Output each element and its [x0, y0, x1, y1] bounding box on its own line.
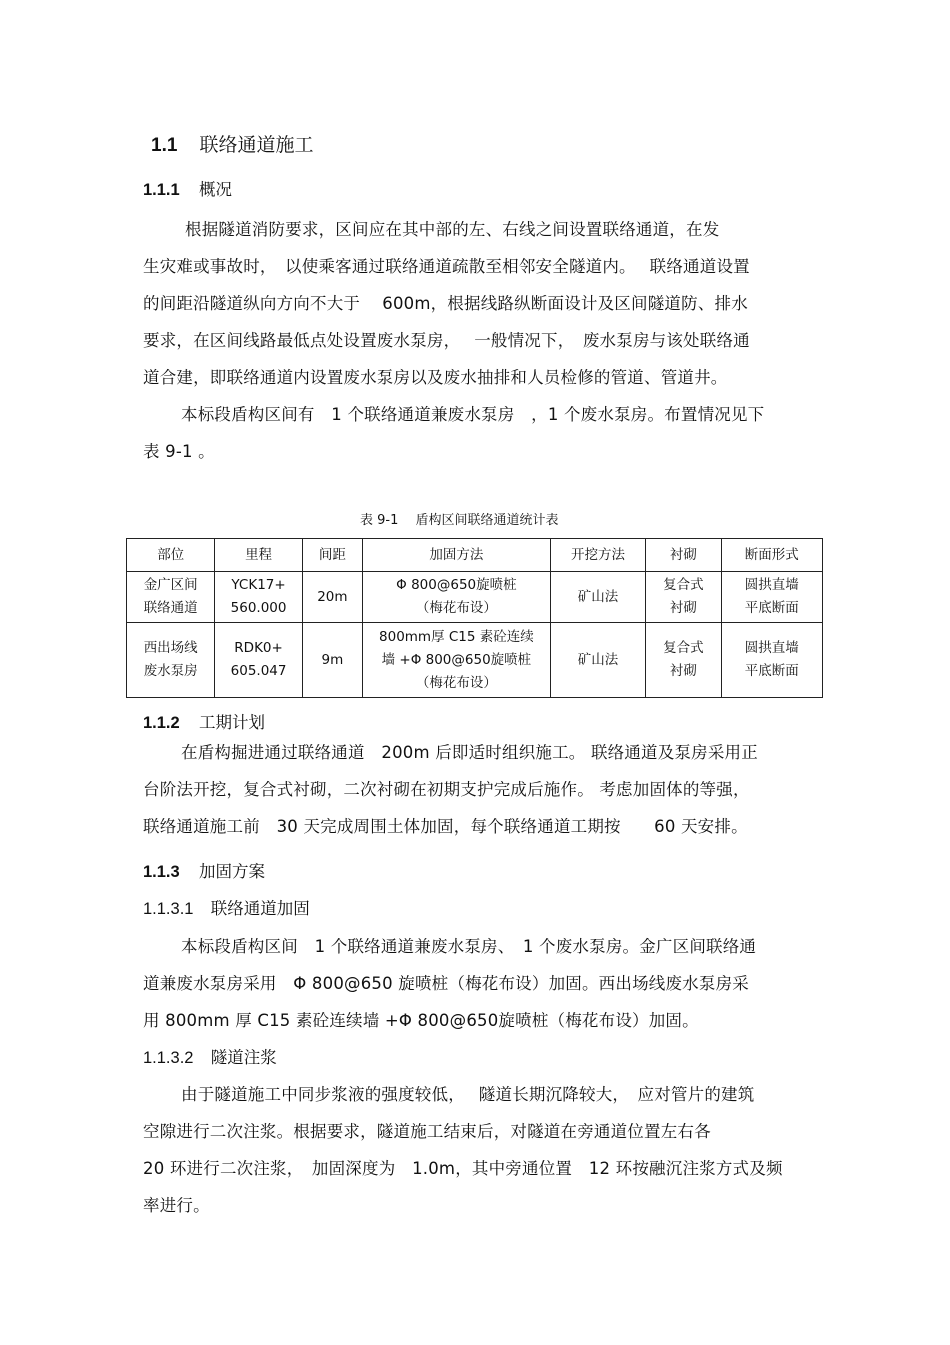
cell-line: 605.047: [230, 663, 287, 679]
section-heading: [151, 130, 313, 157]
table-row: [127, 572, 823, 623]
table-cell-location: [127, 623, 215, 698]
paragraph-line: 本标段盾构区间 1 个联络通道兼废水泵房、 1 个废水泵房。金广区间联络通: [181, 937, 757, 956]
subsection-title: 工期计划: [198, 713, 265, 732]
cell-line: 废水泵房: [143, 663, 198, 679]
table-header-cell: 里程: [215, 539, 302, 572]
paragraph-line: 用 800mm 厚 C15 素砼连续墙 +Φ 800@650旋喷桩（梅花布设）加固。: [143, 1011, 699, 1030]
cell-line: 衬砌: [669, 663, 697, 679]
cell-line: YCK17+: [231, 577, 286, 593]
cell-line: 圆拱直墙: [744, 640, 799, 656]
cell-line: Φ 800@650旋喷桩: [396, 577, 517, 593]
cell-line: 560.000: [230, 600, 287, 616]
table-header-cell: 衬砌: [646, 539, 721, 572]
table-cell-reinforcement: [363, 623, 551, 698]
table-cell-mileage: [215, 572, 302, 623]
paragraph-line: 的间距沿隧道纵向方向不大于 600m，根据线路纵断面设计及区间隧道防、排水: [143, 294, 748, 313]
subsection-number: 1.1.1: [143, 181, 180, 199]
paragraph-line: 本标段盾构区间有 1 个联络通道兼废水泵房 ，1 个废水泵房。布置情况见下: [181, 405, 765, 424]
table-header-cell: 开挖方法: [550, 539, 645, 572]
table-caption: 表 9-1 盾构区间联络通道统计表: [360, 513, 559, 528]
section-title: 联络通道施工: [199, 134, 314, 156]
table-header-row: [127, 539, 823, 572]
subsubsection-heading-grouting: [143, 1044, 277, 1068]
cell-line: RDK0+: [234, 640, 283, 656]
table-cell-excavation: 矿山法: [550, 572, 645, 623]
subsection-title: 概况: [198, 180, 232, 199]
table-cell-lining: [646, 623, 721, 698]
table-cell-section-form: [721, 572, 822, 623]
paragraph-line: 生灾难或事故时， 以使乘客通过联络通道疏散至相邻安全隧道内。 联络通道设置: [143, 257, 750, 276]
paragraph-line: 联络通道施工前 30 天完成周围土体加固，每个联络通道工期按 60 天安排。: [143, 817, 748, 836]
subsection-number: 1.1.3: [143, 863, 180, 881]
table-cell-excavation: 矿山法: [550, 623, 645, 698]
paragraph-line: 由于隧道施工中同步浆液的强度较低， 隧道长期沉降较大， 应对管片的建筑: [181, 1085, 755, 1104]
subsection-heading-reinforcement: [143, 858, 265, 882]
subsubsection-title: 隧道注浆: [210, 1048, 277, 1067]
cell-line: 800mm厚 C15 素砼连续: [379, 628, 534, 645]
cell-line: 衬砌: [669, 600, 697, 616]
tunnel-connection-stats-table: [126, 538, 823, 698]
paragraph-line: 根据隧道消防要求，区间应在其中部的左、右线之间设置联络通道，在发: [185, 220, 720, 239]
paragraph-line: 台阶法开挖，复合式衬砌，二次衬砌在初期支护完成后施作。 考虑加固体的等强，: [143, 780, 750, 799]
table-header-cell: 间距: [302, 539, 362, 572]
cell-line: 复合式: [663, 577, 704, 593]
subsection-number: 1.1.2: [143, 714, 180, 732]
cell-line: 墙 +Φ 800@650旋喷桩: [381, 651, 532, 668]
paragraph-line: 空隙进行二次注浆。根据要求，隧道施工结束后，对隧道在旁通道位置左右各: [143, 1122, 711, 1141]
paragraph-line: 道兼废水泵房采用 Φ 800@650 旋喷桩（梅花布设）加固。西出场线废水泵房采: [143, 974, 749, 993]
table-cell-spacing: 20m: [302, 572, 362, 623]
subsubsection-title: 联络通道加固: [210, 899, 310, 918]
paragraph-line: 率进行。: [143, 1196, 210, 1215]
subsubsection-number: 1.1.3.2: [143, 1049, 194, 1067]
subsection-heading-schedule: [143, 709, 265, 733]
table-header-cell: 断面形式: [721, 539, 822, 572]
cell-line: （梅花布设）: [415, 674, 497, 691]
subsubsection-heading-passage-reinforcement: [143, 895, 310, 919]
paragraph-line: 表 9-1 。: [143, 442, 215, 461]
paragraph-line: 20 环进行二次注浆， 加固深度为 1.0m，其中旁通位置 12 环按融沉注浆方式及频: [143, 1159, 783, 1178]
table-header-cell: 加固方法: [363, 539, 551, 572]
table-cell-spacing: 9m: [302, 623, 362, 698]
cell-line: （梅花布设）: [415, 600, 497, 616]
table-cell-mileage: [215, 623, 302, 698]
cell-line: 金广区间: [143, 577, 198, 593]
paragraph-line: 道合建，即联络通道内设置废水泵房以及废水抽排和人员检修的管道、管道井。: [143, 368, 728, 387]
table-row: [127, 623, 823, 698]
table-cell-lining: [646, 572, 721, 623]
table-cell-section-form: [721, 623, 822, 698]
subsection-title: 加固方案: [198, 862, 265, 881]
table-cell-location: [127, 572, 215, 623]
cell-line: 西出场线: [143, 640, 198, 656]
subsection-heading-overview: [143, 176, 232, 200]
table-header-cell: 部位: [127, 539, 215, 572]
table-cell-reinforcement: [363, 572, 551, 623]
paragraph-line: 在盾构掘进通过联络通道 200m 后即适时组织施工。 联络通道及泵房采用正: [181, 743, 758, 762]
section-number: 1.1: [151, 135, 178, 156]
cell-line: 圆拱直墙: [744, 577, 799, 593]
cell-line: 复合式: [663, 640, 704, 656]
subsubsection-number: 1.1.3.1: [143, 900, 194, 918]
cell-line: 联络通道: [143, 600, 198, 616]
cell-line: 平底断面: [744, 663, 799, 679]
paragraph-line: 要求，在区间线路最低点处设置废水泵房， 一般情况下， 废水泵房与该处联络通: [143, 331, 750, 350]
cell-line: 平底断面: [744, 600, 799, 616]
